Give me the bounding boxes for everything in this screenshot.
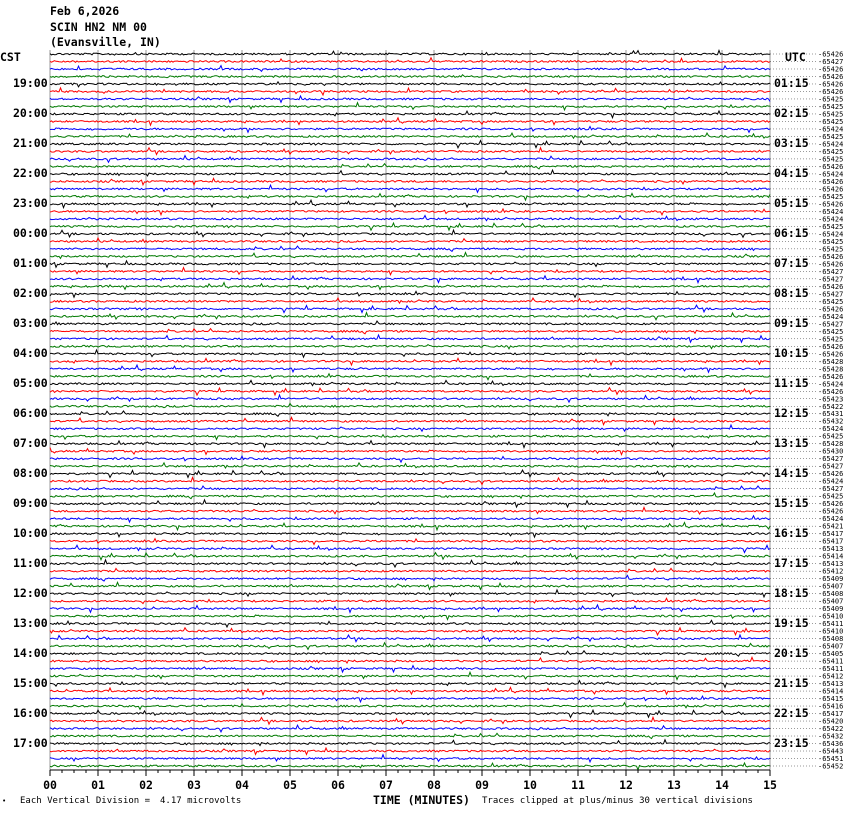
left-time-label: 06:00 — [13, 405, 48, 420]
trace-offset-label: -65432 — [818, 417, 844, 426]
seismic-trace — [50, 193, 770, 200]
trace-offset-label: -65426 — [818, 260, 844, 269]
trace-offset-label: -65415 — [818, 695, 844, 704]
x-tick-label: 10 — [523, 778, 537, 792]
trace-offset-label: -65428 — [818, 365, 844, 374]
seismic-trace — [50, 657, 770, 663]
trace-offset-label: -65409 — [818, 605, 844, 614]
x-tick-label: 05 — [283, 778, 297, 792]
trace-offset-label: -65416 — [818, 702, 844, 711]
trace-offset-label: -65426 — [818, 387, 844, 396]
trace-offset-label: -65425 — [818, 222, 844, 231]
station-location: (Evansville, IN) — [50, 35, 161, 49]
trace-offset-label: -65426 — [818, 342, 844, 351]
trace-offset-label: -65426 — [818, 87, 844, 96]
x-tick-label: 09 — [475, 778, 489, 792]
trace-offset-label: -65426 — [818, 282, 844, 291]
right-time-label: 09:15 — [774, 315, 809, 330]
left-time-label: 21:00 — [13, 135, 48, 150]
clip-note: Traces clipped at plus/minus 30 vertical divisions — [482, 796, 753, 806]
seismic-trace — [50, 216, 770, 221]
seismic-trace — [50, 500, 770, 507]
trace-offset-label: -65425 — [818, 147, 844, 156]
trace-offset-label: -65424 — [818, 477, 844, 486]
x-tick-label: 14 — [715, 778, 729, 792]
seismic-trace — [50, 395, 770, 402]
right-time-label: 14:15 — [774, 465, 809, 480]
seismic-trace — [50, 755, 770, 762]
trace-offset-label: -65425 — [818, 327, 844, 336]
seismic-trace — [50, 291, 770, 297]
trace-offset-label: -65413 — [818, 545, 844, 554]
left-timezone-label: CST — [0, 50, 21, 64]
seismic-trace — [50, 283, 770, 290]
trace-offset-label: -65425 — [818, 95, 844, 104]
seismic-trace — [50, 463, 770, 468]
trace-offset-label: -65428 — [818, 440, 844, 449]
seismic-trace — [50, 246, 770, 251]
right-time-label: 17:15 — [774, 555, 809, 570]
trace-offset-label: -65427 — [818, 320, 844, 329]
seismic-trace — [50, 321, 770, 325]
trace-offset-label: -65424 — [818, 425, 844, 434]
seismic-trace — [50, 733, 770, 738]
seismic-trace — [50, 133, 770, 138]
x-tick-label: 02 — [139, 778, 153, 792]
right-time-label: 10:15 — [774, 345, 809, 360]
x-tick-label: 08 — [427, 778, 441, 792]
x-tick-label: 01 — [91, 778, 105, 792]
seismic-trace — [50, 553, 770, 560]
trace-offset-label: -65426 — [818, 252, 844, 261]
seismic-trace — [50, 681, 770, 688]
seismic-trace — [50, 582, 770, 589]
seismic-trace — [50, 523, 770, 530]
seismic-trace — [50, 209, 770, 215]
seismic-trace — [50, 313, 770, 320]
scale-prefix: Each Vertical Division = — [20, 796, 151, 806]
seismic-trace — [50, 374, 770, 380]
trace-offset-label: -65412 — [818, 567, 844, 576]
seismic-trace — [50, 598, 770, 603]
seismic-trace — [50, 75, 770, 78]
trace-offset-label: -65425 — [818, 102, 844, 111]
seismic-trace — [50, 411, 770, 416]
trace-offset-label: -65413 — [818, 680, 844, 689]
trace-offset-label: -65407 — [818, 642, 844, 651]
x-tick-label: 06 — [331, 778, 345, 792]
x-tick-label: 15 — [763, 778, 777, 792]
trace-offset-label: -65426 — [818, 470, 844, 479]
left-time-label: 13:00 — [13, 615, 48, 630]
trace-offset-label: -65417 — [818, 530, 844, 539]
left-time-label: 05:00 — [13, 375, 48, 390]
seismic-trace — [50, 643, 770, 650]
seismic-trace — [50, 687, 770, 694]
seismic-trace — [50, 425, 770, 431]
seismic-trace — [50, 230, 770, 237]
right-time-label: 04:15 — [774, 165, 809, 180]
trace-offset-label: -65424 — [818, 170, 844, 179]
seismic-trace — [50, 58, 770, 63]
seismic-trace — [50, 533, 770, 538]
trace-offset-label: -65426 — [818, 305, 844, 314]
seismic-trace — [50, 127, 770, 133]
seismic-trace — [50, 710, 770, 717]
seismic-trace — [50, 96, 770, 102]
right-time-label: 05:15 — [774, 195, 809, 210]
trace-offset-label: -65427 — [818, 462, 844, 471]
trace-offset-label: -65414 — [818, 552, 844, 561]
trace-offset-label: -65426 — [818, 65, 844, 74]
seismic-trace — [50, 672, 770, 679]
seismic-trace — [50, 329, 770, 334]
seismic-trace — [50, 740, 770, 746]
seismic-trace — [50, 717, 770, 724]
trace-offset-label: -65424 — [818, 140, 844, 149]
trace-offset-label: -65423 — [818, 395, 844, 404]
seismic-trace — [50, 486, 770, 490]
seismic-trace — [50, 575, 770, 581]
trace-offset-label: -65411 — [818, 620, 844, 629]
right-time-label: 02:15 — [774, 105, 809, 120]
trace-offset-label: -65426 — [818, 80, 844, 89]
x-tick-label: 04 — [235, 778, 249, 792]
seismic-trace — [50, 261, 770, 267]
seismic-trace — [50, 435, 770, 440]
right-time-label: 13:15 — [774, 435, 809, 450]
seismic-trace — [50, 628, 770, 635]
trace-offset-label: -65443 — [818, 747, 844, 756]
trace-offset-label: -65426 — [818, 507, 844, 516]
seismic-trace — [50, 268, 770, 275]
seismic-trace — [50, 200, 770, 208]
seismic-trace — [50, 380, 770, 385]
seismic-trace — [50, 238, 770, 243]
seismic-trace — [50, 605, 770, 613]
x-tick-label: 11 — [571, 778, 585, 792]
left-time-label: 10:00 — [13, 525, 48, 540]
seismic-trace — [50, 141, 770, 148]
seismic-trace — [50, 345, 770, 349]
left-time-label: 08:00 — [13, 465, 48, 480]
seismic-trace — [50, 82, 770, 87]
left-time-label: 09:00 — [13, 495, 48, 510]
trace-offset-label: -65424 — [818, 515, 844, 524]
plot-date: Feb 6,2026 — [50, 4, 120, 18]
trace-offset-label: -65417 — [818, 710, 844, 719]
trace-offset-label: -65413 — [818, 560, 844, 569]
right-time-label: 03:15 — [774, 135, 809, 150]
trace-offset-label: -65427 — [818, 290, 844, 299]
right-time-label: 23:15 — [774, 735, 809, 750]
right-time-label: 15:15 — [774, 495, 809, 510]
right-time-label: 18:15 — [774, 585, 809, 600]
seismic-trace — [50, 388, 770, 395]
right-timezone-label: UTC — [785, 50, 806, 64]
trace-offset-label: -65424 — [818, 312, 844, 321]
left-time-label: 20:00 — [13, 105, 48, 120]
trace-offset-label: -65424 — [818, 207, 844, 216]
seismic-trace — [50, 516, 770, 522]
trace-offset-label: -65427 — [818, 275, 844, 284]
x-tick-label: 00 — [43, 778, 57, 792]
trace-offset-label: -65420 — [818, 717, 844, 726]
right-time-label: 06:15 — [774, 225, 809, 240]
trace-offset-label: -65424 — [818, 380, 844, 389]
left-time-label: 22:00 — [13, 165, 48, 180]
left-time-label: 01:00 — [13, 255, 48, 270]
trace-offset-label: -65408 — [818, 635, 844, 644]
seismic-trace — [50, 164, 770, 169]
left-time-label: 07:00 — [13, 435, 48, 450]
trace-offset-label: -65425 — [818, 132, 844, 141]
seismic-trace — [50, 111, 770, 118]
trace-offset-label: -65426 — [818, 372, 844, 381]
seismic-trace — [50, 703, 770, 710]
left-time-label: 00:00 — [13, 225, 48, 240]
seismic-trace — [50, 635, 770, 642]
trace-offset-label: -65426 — [818, 200, 844, 209]
seismic-trace — [50, 651, 770, 656]
right-time-label: 21:15 — [774, 675, 809, 690]
right-time-label: 07:15 — [774, 255, 809, 270]
logo-mark: • — [2, 797, 7, 805]
trace-offset-label: -65425 — [818, 117, 844, 126]
left-time-label: 16:00 — [13, 705, 48, 720]
right-time-label: 11:15 — [774, 375, 809, 390]
seismic-trace — [50, 590, 770, 597]
trace-offset-label: -65436 — [818, 740, 844, 749]
seismic-trace — [50, 66, 770, 72]
seismic-trace — [50, 441, 770, 448]
seismic-trace — [50, 103, 770, 110]
x-tick-label: 12 — [619, 778, 633, 792]
seismic-trace — [50, 417, 770, 424]
left-time-label: 14:00 — [13, 645, 48, 660]
seismic-trace — [50, 156, 770, 163]
seismic-trace — [50, 88, 770, 95]
trace-offset-label: -65428 — [818, 357, 844, 366]
seismic-trace — [50, 545, 770, 552]
trace-offset-label: -65425 — [818, 432, 844, 441]
seismic-trace — [50, 539, 770, 545]
seismic-trace — [50, 365, 770, 372]
trace-offset-label: -65407 — [818, 597, 844, 606]
seismic-trace — [50, 456, 770, 462]
right-time-label: 16:15 — [774, 525, 809, 540]
trace-offset-label: -65427 — [818, 455, 844, 464]
trace-offset-label: -65411 — [818, 665, 844, 674]
trace-offset-label: -65427 — [818, 57, 844, 66]
trace-offset-label: -65425 — [818, 110, 844, 119]
right-time-label: 08:15 — [774, 285, 809, 300]
seismic-trace — [50, 305, 770, 312]
seismic-trace — [50, 748, 770, 754]
seismic-trace — [50, 118, 770, 125]
right-time-label: 12:15 — [774, 405, 809, 420]
trace-offset-label: -65426 — [818, 500, 844, 509]
seismic-trace — [50, 696, 770, 702]
seismic-trace — [50, 50, 770, 55]
x-tick-label: 13 — [667, 778, 681, 792]
left-time-label: 03:00 — [13, 315, 48, 330]
left-time-label: 23:00 — [13, 195, 48, 210]
right-time-label: 20:15 — [774, 645, 809, 660]
right-time-label: 22:15 — [774, 705, 809, 720]
trace-offset-label: -65426 — [818, 350, 844, 359]
seismic-trace — [50, 358, 770, 365]
trace-offset-label: -65425 — [818, 245, 844, 254]
trace-offset-label: -65425 — [818, 335, 844, 344]
trace-offset-label: -65411 — [818, 657, 844, 666]
seismic-trace — [50, 620, 770, 627]
seismic-trace — [50, 615, 770, 620]
x-tick-label: 03 — [187, 778, 201, 792]
trace-offset-label: -65412 — [818, 672, 844, 681]
trace-offset-label: -65425 — [818, 492, 844, 501]
trace-offset-label: -65425 — [818, 237, 844, 246]
x-tick-label: 07 — [379, 778, 393, 792]
seismic-trace — [50, 335, 770, 342]
seismic-trace — [50, 568, 770, 572]
trace-offset-label: -65430 — [818, 447, 844, 456]
seismic-trace — [50, 170, 770, 176]
seismic-trace — [50, 185, 770, 192]
seismic-trace — [50, 350, 770, 357]
trace-offset-label: -65424 — [818, 125, 844, 134]
seismic-trace — [50, 493, 770, 499]
trace-offset-label: -65426 — [818, 162, 844, 171]
left-time-label: 04:00 — [13, 345, 48, 360]
trace-offset-label: -65426 — [818, 72, 844, 81]
trace-offset-label: -65405 — [818, 650, 844, 659]
trace-offset-label: -65425 — [818, 297, 844, 306]
right-time-label: 19:15 — [774, 615, 809, 630]
trace-offset-label: -65414 — [818, 687, 844, 696]
seismic-trace — [50, 448, 770, 455]
trace-offset-label: -65425 — [818, 192, 844, 201]
seismic-trace — [50, 725, 770, 732]
trace-offset-label: -65425 — [818, 155, 844, 164]
trace-offset-label: -65422 — [818, 725, 844, 734]
station-code: SCIN HN2 NM 00 — [50, 20, 147, 34]
trace-offset-label: -65417 — [818, 537, 844, 546]
trace-offset-label: -65408 — [818, 590, 844, 599]
seismic-trace — [50, 763, 770, 770]
left-time-label: 02:00 — [13, 285, 48, 300]
trace-offset-label: -65427 — [818, 267, 844, 276]
left-time-label: 17:00 — [13, 735, 48, 750]
seismic-trace — [50, 178, 770, 184]
left-time-label: 15:00 — [13, 675, 48, 690]
seismic-trace — [50, 478, 770, 485]
seismic-trace — [50, 507, 770, 514]
seismic-trace — [50, 223, 770, 230]
x-axis-title: TIME (MINUTES) — [373, 793, 470, 807]
seismic-trace — [50, 560, 770, 567]
left-time-label: 11:00 — [13, 555, 48, 570]
trace-offset-label: -65452 — [818, 762, 844, 771]
seismic-trace — [50, 253, 770, 259]
trace-offset-label: -65451 — [818, 755, 844, 764]
seismic-trace — [50, 404, 770, 408]
seismic-trace — [50, 276, 770, 283]
trace-offset-label: -65426 — [818, 50, 844, 59]
seismic-trace — [50, 298, 770, 303]
trace-offset-label: -65432 — [818, 732, 844, 741]
trace-offset-label: -65424 — [818, 230, 844, 239]
trace-offset-label: -65431 — [818, 410, 844, 419]
trace-offset-label: -65426 — [818, 185, 844, 194]
trace-offset-label: -65409 — [818, 575, 844, 584]
trace-offset-label: -65410 — [818, 627, 844, 636]
right-time-label: 01:15 — [774, 75, 809, 90]
trace-offset-label: -65426 — [818, 177, 844, 186]
seismic-trace — [50, 666, 770, 672]
scale-value: 4.17 microvolts — [160, 796, 242, 806]
trace-offset-label: -65410 — [818, 612, 844, 621]
trace-offset-label: -65407 — [818, 582, 844, 591]
left-time-label: 12:00 — [13, 585, 48, 600]
left-time-label: 19:00 — [13, 75, 48, 90]
trace-offset-label: -65424 — [818, 215, 844, 224]
seismic-trace — [50, 470, 770, 477]
trace-offset-label: -65427 — [818, 485, 844, 494]
trace-offset-label: -65422 — [818, 402, 844, 411]
seismic-trace — [50, 148, 770, 155]
trace-offset-label: -65421 — [818, 522, 844, 531]
